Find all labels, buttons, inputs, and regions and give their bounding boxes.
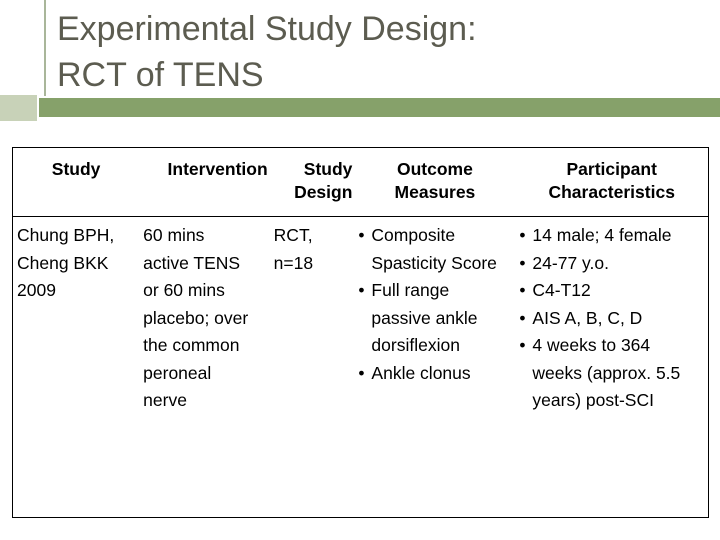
- cell-participant: [515, 217, 708, 518]
- cell-intervention: [139, 217, 270, 518]
- cell-line: dorsiflexion: [371, 335, 460, 355]
- header-design-line: Design: [294, 182, 353, 202]
- list-item: [358, 360, 513, 388]
- slide-title-line-1: Experimental Study Design:: [57, 10, 477, 48]
- table-header-row: [13, 148, 709, 217]
- header-study: Study: [51, 159, 101, 179]
- cell-line: 2009: [17, 280, 56, 300]
- cell-line: Cheng BKK: [17, 252, 109, 273]
- header-participant-line: Characteristics: [548, 182, 675, 202]
- header-participant: [515, 148, 708, 217]
- table-row: [13, 217, 709, 518]
- cell-line: • 4 weeks to 364: [532, 335, 651, 355]
- decorative-accent-block: [0, 95, 37, 121]
- list-item: [358, 222, 513, 277]
- cell-line: • AIS A, B, C, D: [532, 307, 643, 328]
- header-outcome-line: Measures: [394, 182, 476, 202]
- list-item: [519, 277, 706, 305]
- header-outcome-line: Outcome: [396, 159, 473, 179]
- cell-line: • C4-T12: [532, 280, 591, 300]
- cell-line: n=18: [273, 252, 314, 273]
- cell-line: RCT,: [273, 225, 313, 245]
- participant-list: [519, 222, 706, 415]
- cell-line: the common: [143, 335, 240, 355]
- header-outcome: [354, 148, 515, 217]
- cell-line: • Composite: [371, 225, 456, 245]
- cell-line: placebo; over: [143, 307, 249, 328]
- header-intervention: Intervention: [167, 159, 268, 179]
- cell-line: Chung BPH,: [17, 225, 115, 245]
- header-participant-line: Participant: [566, 159, 657, 179]
- study-table: [12, 147, 709, 518]
- cell-line: active TENS: [143, 252, 241, 273]
- list-item: [358, 277, 513, 360]
- decorative-vertical-line: [44, 0, 46, 96]
- slide-title: [57, 6, 697, 98]
- cell-study: [13, 217, 140, 518]
- list-item: [519, 222, 706, 250]
- cell-line: • 14 male; 4 female: [532, 225, 672, 245]
- cell-line: years) post-SCI: [532, 390, 654, 410]
- cell-line: peroneal: [143, 362, 212, 383]
- cell-outcome: [354, 217, 515, 518]
- cell-line: • Ankle clonus: [371, 362, 471, 383]
- cell-line: Spasticity Score: [371, 252, 497, 273]
- cell-line: • 24-77 y.o.: [532, 252, 609, 273]
- cell-line: nerve: [143, 390, 187, 410]
- outcome-list: [358, 222, 513, 387]
- cell-design: [270, 217, 355, 518]
- cell-line: 60 mins: [143, 225, 205, 245]
- cell-line: weeks (approx. 5.5: [532, 362, 681, 383]
- slide-title-line-2: RCT of TENS: [57, 56, 264, 94]
- cell-line: passive ankle: [371, 307, 478, 328]
- list-item: [519, 250, 706, 278]
- list-item: [519, 332, 706, 415]
- cell-line: or 60 mins: [143, 280, 225, 300]
- cell-line: • Full range: [371, 280, 450, 300]
- header-design: [270, 148, 355, 217]
- header-design-line: Study: [303, 159, 353, 179]
- list-item: [519, 305, 706, 333]
- decorative-accent-bar: [39, 98, 720, 117]
